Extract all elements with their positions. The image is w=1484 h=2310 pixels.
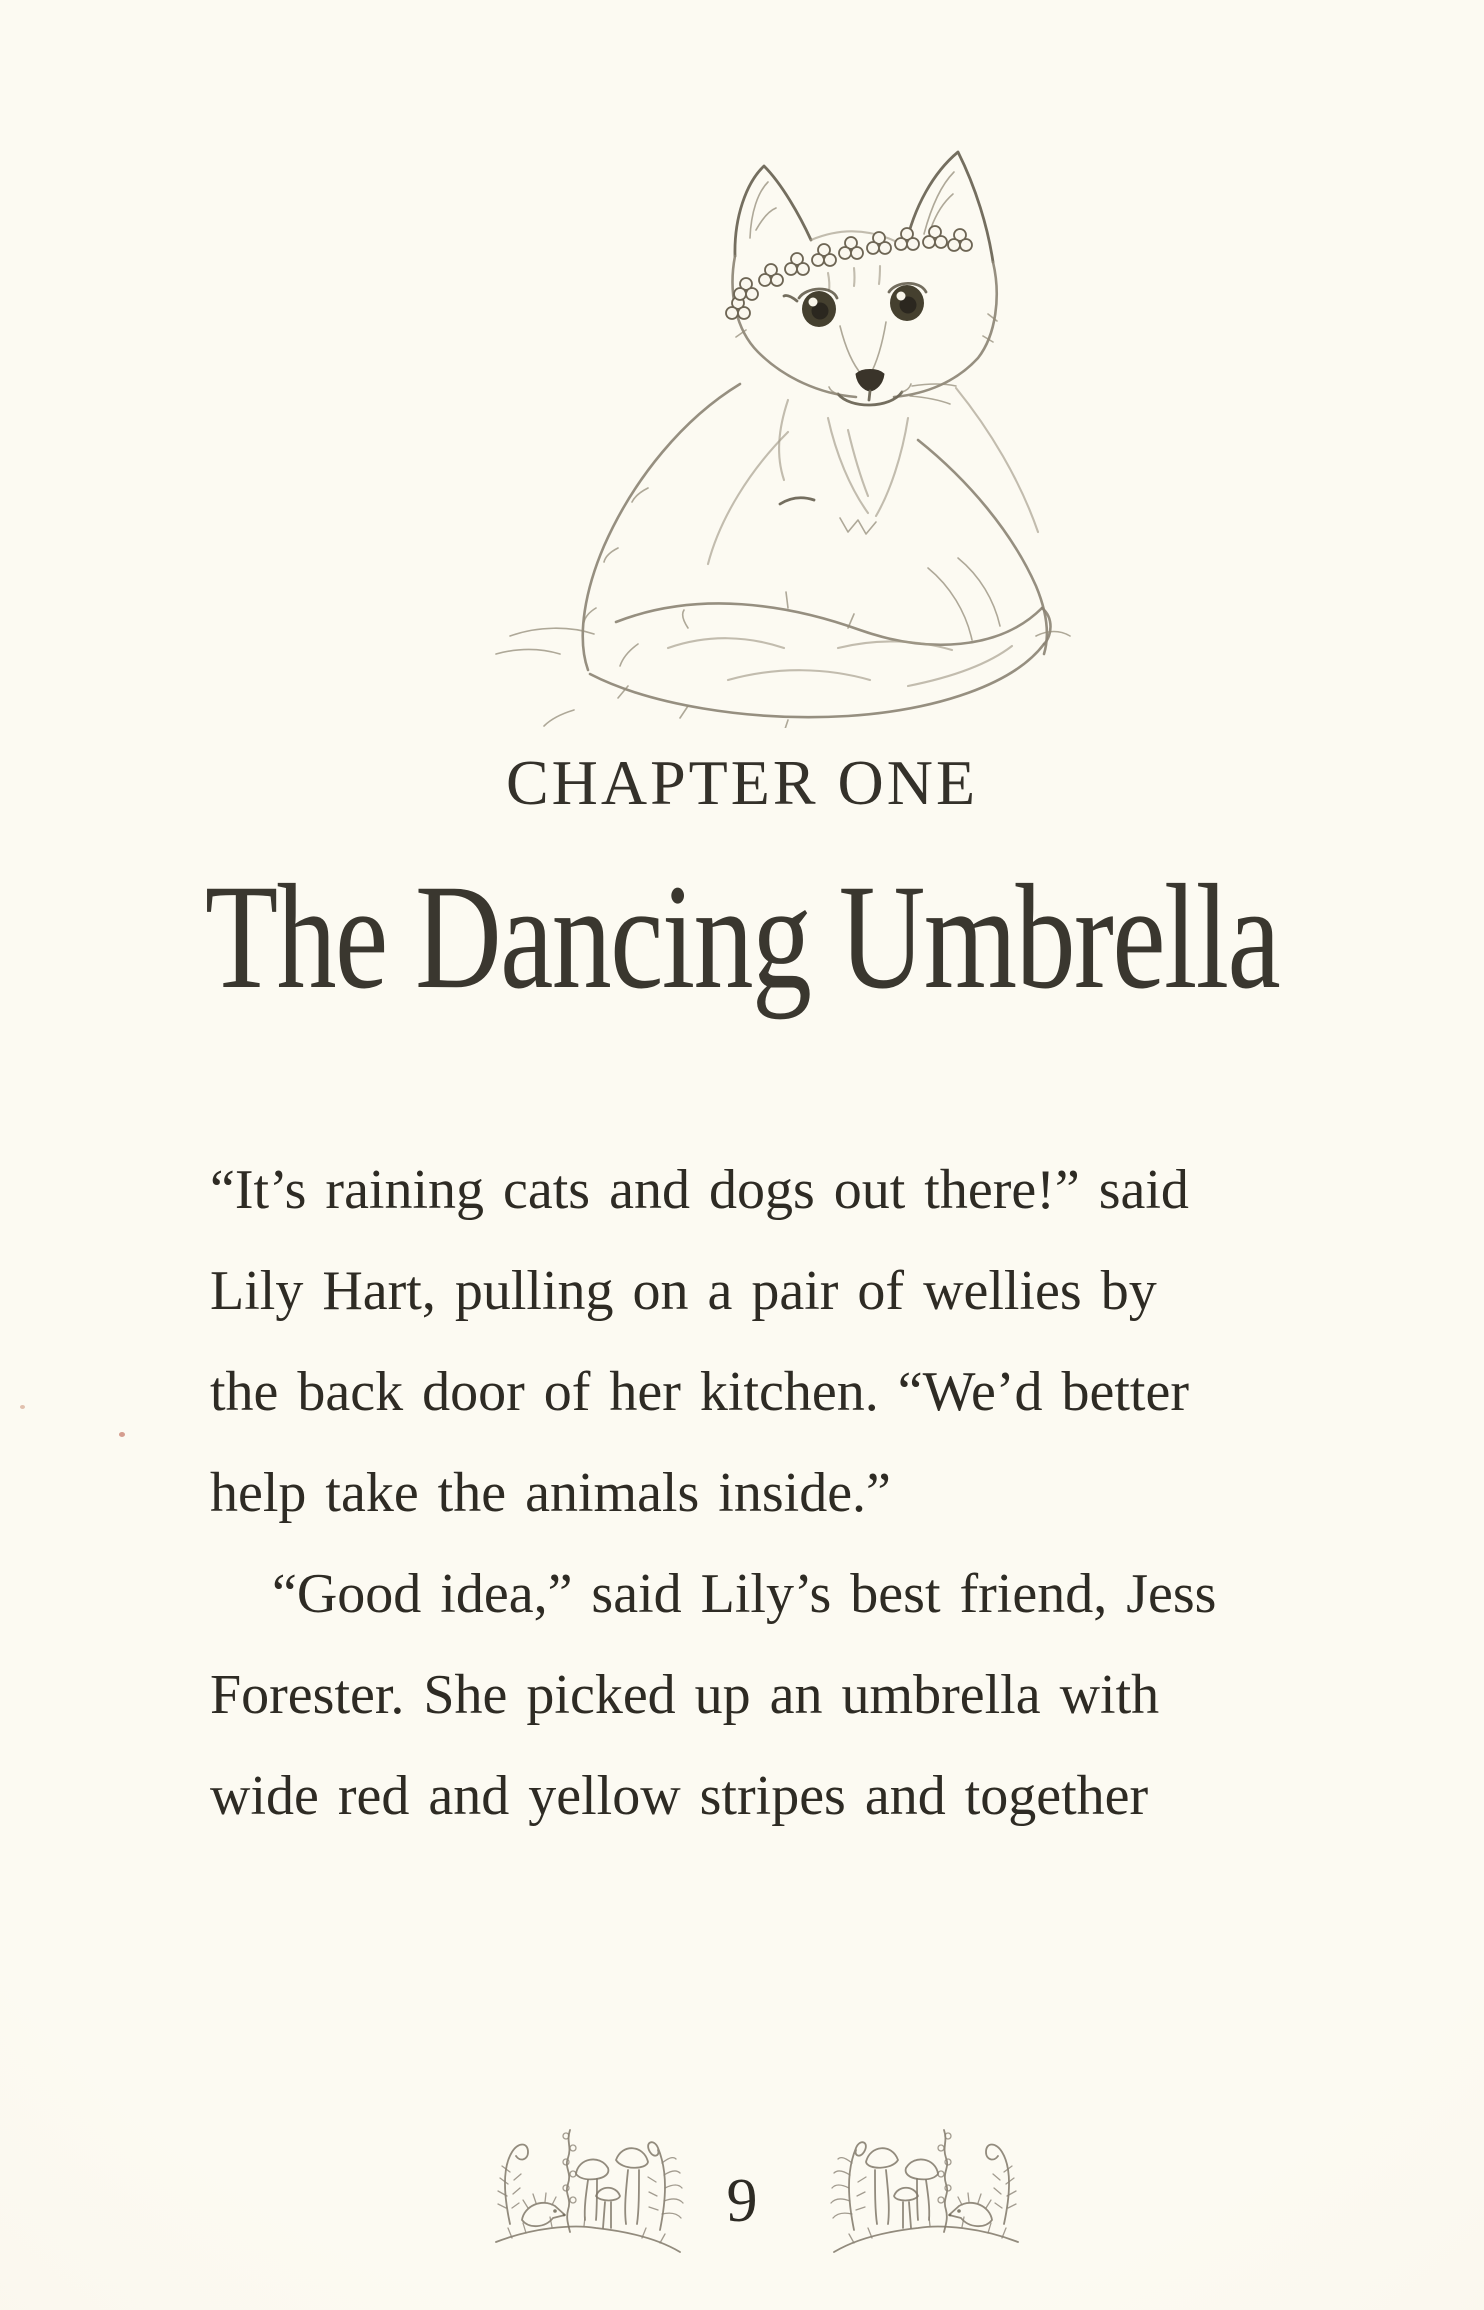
- scan-speck: [119, 1432, 125, 1437]
- chapter-title: The Dancing Umbrella: [204, 854, 1280, 1020]
- hedgehog: [949, 2193, 992, 2226]
- fox-muzzle: [829, 322, 956, 405]
- scan-speck: [20, 1405, 25, 1409]
- fox-body: [583, 384, 1047, 670]
- body-line: “It’s raining cats and dogs out there!” said: [210, 1159, 1189, 1221]
- flower-crown: [726, 226, 972, 319]
- chapter-label: CHAPTER ONE: [505, 747, 979, 818]
- fox-illustration: [488, 88, 1072, 728]
- fox-nose: [856, 370, 884, 392]
- body-line: Lily Hart, pulling on a pair of wellies by: [210, 1260, 1157, 1322]
- fern-curl: [986, 2145, 1016, 2225]
- fox-chest: [779, 400, 908, 534]
- body-line: wide red and yellow stripes and together: [210, 1765, 1149, 1827]
- fox-tail: [590, 592, 1051, 728]
- fern-frond: [831, 2142, 866, 2230]
- footer-ornament-right: [830, 2112, 1022, 2258]
- body-line: “Good idea,” said Lily’s best friend, Jess: [272, 1563, 1217, 1625]
- body-text: [210, 1140, 1350, 1847]
- fox-eyes: [784, 283, 926, 327]
- seed-spike: [938, 2130, 951, 2232]
- body-line: help take the animals inside.”: [210, 1462, 891, 1524]
- mushrooms: [866, 2148, 938, 2228]
- page-number: 9: [726, 2167, 758, 2235]
- body-line: Forester. She picked up an umbrella with: [210, 1664, 1160, 1726]
- body-line: the back door of her kitchen. “We’d better: [210, 1361, 1189, 1423]
